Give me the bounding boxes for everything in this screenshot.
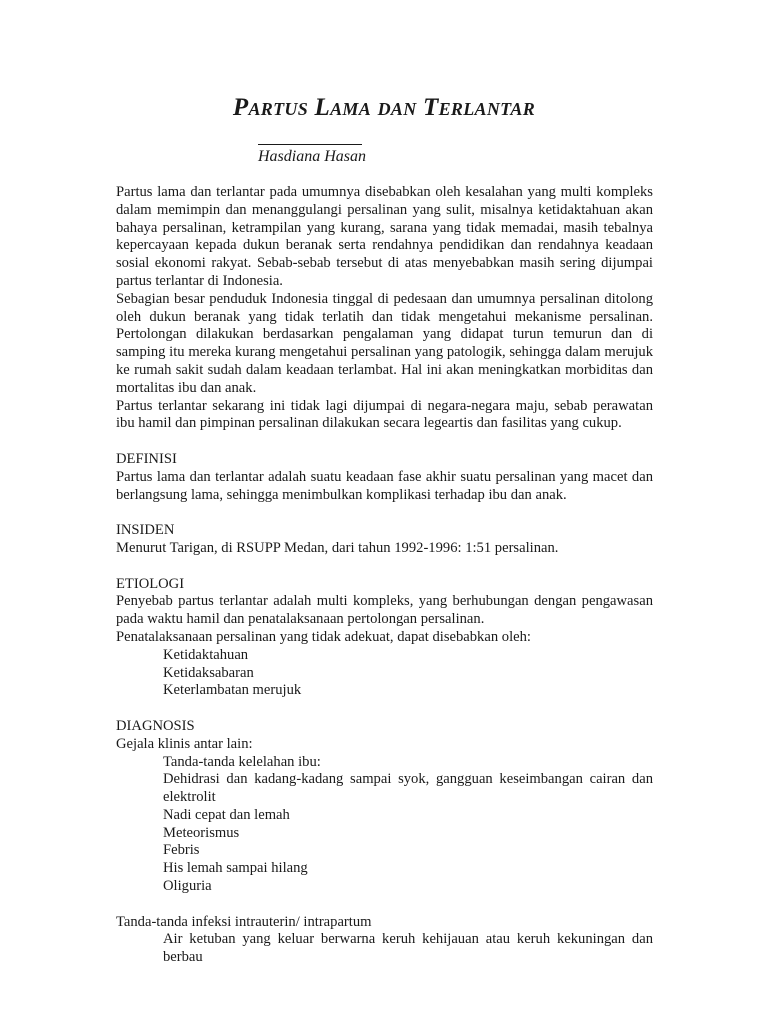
etiologi-text-1: Penyebab partus terlantar adalah multi kompleks, yang berhubungan dengan pengawasan pada waktu hamil dan penatalaksanaan pertolongan persalinan. xyxy=(116,593,653,628)
list-item: Nadi cepat dan lemah xyxy=(163,806,290,823)
section-definisi xyxy=(116,451,653,504)
list-item: His lemah sampai hilang xyxy=(163,860,308,877)
section-insiden xyxy=(116,522,653,558)
diagnosis-list xyxy=(116,754,653,896)
section-etiologi xyxy=(116,576,653,701)
intro-paragraph-2: Sebagian besar penduduk Indonesia tinggal di pedesaan dan umumnya persalinan ditolong oleh dukun beranak yang tidak terlatih dan tidak mengetahui mekanisme persalinan. Pertolongan dilakukan berdasarkan pengalaman yang didapat turun temurun dan di samping itu mereka kurang mengetahui persalinan yang patologik, sehingga dalam merujuk ke rumah sakit sudah dalam keadaan terlambat. Hal ini akan meningkatkan morbiditas dan mortalitas ibu dan anak. xyxy=(116,290,653,396)
definisi-heading: DEFINISI xyxy=(116,450,177,467)
list-item: Meteorismus xyxy=(163,824,240,841)
insiden-heading: INSIDEN xyxy=(116,522,175,539)
infeksi-heading: Tanda-tanda infeksi intrauterin/ intrapartum xyxy=(116,913,372,930)
document-title: Partus Lama dan Terlantar xyxy=(232,94,536,121)
title-underline xyxy=(258,144,362,145)
list-item: Dehidrasi dan kadang-kadang sampai syok, gangguan keseimbangan cairan dan elektrolit xyxy=(163,771,653,806)
infeksi-list xyxy=(116,931,653,967)
author-name: Hasdiana Hasan xyxy=(258,148,367,165)
etiologi-text-2: Penatalaksanaan persalinan yang tidak adekuat, dapat disebabkan oleh: xyxy=(116,628,531,645)
list-item: Ketidaktahuan xyxy=(163,646,249,663)
etiologi-heading: ETIOLOGI xyxy=(116,575,185,592)
list-item: Ketidaksabaran xyxy=(163,664,254,681)
diagnosis-heading: DIAGNOSIS xyxy=(116,717,195,734)
spacer xyxy=(116,896,653,914)
insiden-text: Menurut Tarigan, di RSUPP Medan, dari tahun 1992-1996: 1:51 persalinan. xyxy=(116,539,559,556)
list-item: Febris xyxy=(163,842,200,859)
document-body xyxy=(116,184,653,967)
list-item: Tanda-tanda kelelahan ibu: xyxy=(163,753,321,770)
intro-paragraph-3: Partus terlantar sekarang ini tidak lagi dijumpai di negara-negara maju, sebab perawatan ibu hamil dan pimpinan persalinan dilakukan secara legeartis dan fasilitas yang cukup. xyxy=(116,397,653,432)
definisi-text: Partus lama dan terlantar adalah suatu keadaan fase akhir suatu persalinan yang macet dan berlangsung lama, sehingga menimbulkan komplikasi terhadap ibu dan anak. xyxy=(116,468,653,503)
intro-paragraph-1: Partus lama dan terlantar pada umumnya disebabkan oleh kesalahan yang multi kompleks dalam memimpin dan menanggulangi persalinan yang sulit, misalnya ketidaktahuan akan bahaya persalinan, ketrampilan yang kurang, sarana yang tidak memadai, masih tebalnya kepercayaan kepada dukun beranak serta rendahnya pendidikan dan rendahnya keadaan sosial ekonomi rakyat. Sebab-sebab tersebut di atas menyebabkan masih sering dijumpai partus terlantar di Indonesia. xyxy=(116,184,653,289)
etiologi-list xyxy=(116,647,653,700)
list-item: Oliguria xyxy=(163,878,212,895)
section-diagnosis xyxy=(116,718,653,967)
list-item: Keterlambatan merujuk xyxy=(163,682,302,699)
list-item: Air ketuban yang keluar berwarna keruh kehijauan atau keruh kekuningan dan berbau xyxy=(163,931,653,966)
diagnosis-intro: Gejala klinis antar lain: xyxy=(116,735,253,752)
